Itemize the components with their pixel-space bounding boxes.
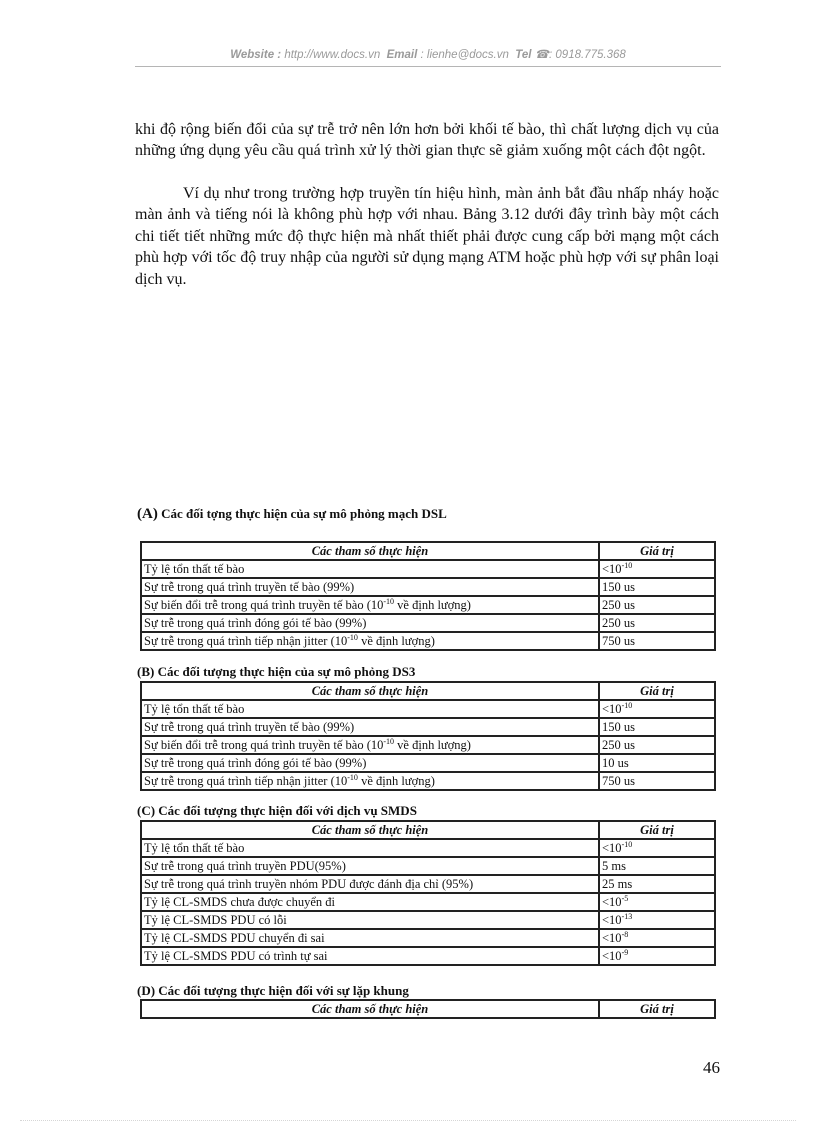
tel-value: : 0918.775.368 bbox=[549, 49, 626, 61]
value-cell bbox=[599, 857, 715, 875]
column-header-param: Các tham số thực hiện bbox=[141, 821, 599, 839]
column-header-param: Các tham số thực hiện bbox=[141, 1000, 599, 1018]
value-text: <10 bbox=[602, 841, 622, 855]
table-b-caption-text: (B) Các đối tượng thực hiện của sự mô phỏng DS3 bbox=[137, 664, 416, 679]
table-row bbox=[141, 632, 715, 650]
value-cell bbox=[599, 772, 715, 790]
value-cell bbox=[599, 754, 715, 772]
param-text: Sự trễ trong quá trình đóng gói tế bào (99%) bbox=[144, 756, 367, 770]
param-exponent: -10 bbox=[347, 633, 358, 642]
value-text: 150 us bbox=[602, 580, 635, 594]
param-cell bbox=[141, 839, 599, 857]
table-row bbox=[141, 700, 715, 718]
param-text: Tỷ lệ CL-SMDS chưa được chuyển đi bbox=[144, 895, 335, 909]
table-row bbox=[141, 772, 715, 790]
value-exponent: -10 bbox=[621, 701, 633, 710]
param-cell bbox=[141, 929, 599, 947]
page-number: 46 bbox=[703, 1058, 720, 1077]
table-a-caption bbox=[137, 506, 447, 523]
param-text: Tỷ lệ tổn thất tế bào bbox=[144, 841, 245, 855]
paragraph-1: khi độ rộng biến đổi của sự trễ trở nên lớn hơn bởi khối tế bào, thì chất lượng dịch vụ của những ứng dụng yêu cầu quá trình xử lý thời gian thực sẽ giảm xuống một cách đột ngột. bbox=[135, 121, 719, 160]
param-text: Sự biến đổi trễ trong quá trình truyền tế bào (10 bbox=[144, 598, 384, 612]
table-row bbox=[141, 893, 715, 911]
value-text: 250 us bbox=[602, 616, 635, 630]
table-row bbox=[141, 947, 715, 965]
param-cell bbox=[141, 596, 599, 614]
param-text-suffix: về định lượng) bbox=[394, 738, 471, 752]
value-exponent: -10 bbox=[621, 840, 633, 849]
param-exponent: -10 bbox=[383, 737, 395, 746]
param-text-suffix: về định lượng) bbox=[357, 774, 435, 788]
value-exponent: -9 bbox=[621, 948, 629, 957]
value-text: 750 us bbox=[602, 634, 635, 648]
value-cell bbox=[599, 929, 715, 947]
param-cell bbox=[141, 614, 599, 632]
value-exponent: -10 bbox=[621, 561, 633, 570]
value-text: 150 us bbox=[602, 720, 635, 734]
header-divider bbox=[135, 66, 721, 67]
table-row bbox=[141, 614, 715, 632]
table-c-caption-text: (C) Các đối tượng thực hiện đối với dịch vụ SMDS bbox=[137, 803, 417, 818]
value-text: <10 bbox=[602, 562, 622, 576]
value-text: 250 us bbox=[602, 738, 635, 752]
table-row bbox=[141, 718, 715, 736]
param-text: Sự trễ trong quá trình tiếp nhận jitter (10 bbox=[144, 634, 348, 648]
table-row bbox=[141, 911, 715, 929]
value-text: 5 ms bbox=[602, 859, 626, 873]
param-cell bbox=[141, 700, 599, 718]
column-header-value: Giá trị bbox=[599, 682, 715, 700]
param-cell bbox=[141, 578, 599, 596]
value-text: 25 ms bbox=[602, 877, 633, 891]
column-header-value: Giá trị bbox=[599, 821, 715, 839]
value-cell bbox=[599, 700, 715, 718]
value-text: <10 bbox=[602, 913, 622, 927]
value-cell bbox=[599, 718, 715, 736]
param-text: Sự trễ trong quá trình đóng gói tế bào (99%) bbox=[144, 616, 367, 630]
table-row bbox=[141, 596, 715, 614]
value-exponent: -13 bbox=[621, 912, 633, 921]
column-header-value: Giá trị bbox=[599, 542, 715, 560]
paragraph-2: Ví dụ như trong trường hợp truyền tín hiệu hình, màn ảnh bắt đầu nhấp nháy hoặc màn ảnh và tiếng nói là không phù hợp với nhau. Bảng 3.12 dưới đây trình bày một cách chi tiết tiết những mức độ thực hiện mà nhất thiết phải được cung cấp bởi mạng một cách phù hợp với tốc độ truy nhập của người sử dụng mạng ATM hoặc phù hợp với sự phân loại dịch vụ. bbox=[135, 185, 719, 288]
value-text: <10 bbox=[602, 931, 622, 945]
table-row bbox=[141, 578, 715, 596]
value-cell bbox=[599, 632, 715, 650]
email-value[interactable]: : lienhe@docs.vn bbox=[420, 49, 509, 61]
value-cell bbox=[599, 893, 715, 911]
param-cell bbox=[141, 632, 599, 650]
value-cell bbox=[599, 875, 715, 893]
tel-label: Tel bbox=[515, 49, 532, 61]
value-exponent: -8 bbox=[621, 930, 629, 939]
value-cell bbox=[599, 911, 715, 929]
param-cell bbox=[141, 911, 599, 929]
param-text-suffix: về định lượng) bbox=[357, 634, 435, 648]
param-cell bbox=[141, 857, 599, 875]
column-header-value: Giá trị bbox=[599, 1000, 715, 1018]
column-header-param: Các tham số thực hiện bbox=[141, 542, 599, 560]
param-text: Sự trễ trong quá trình truyền PDU(95%) bbox=[144, 859, 346, 873]
column-header-param: Các tham số thực hiện bbox=[141, 682, 599, 700]
param-cell bbox=[141, 560, 599, 578]
table-d-caption bbox=[137, 983, 409, 999]
param-text: Tỷ lệ tổn thất tế bào bbox=[144, 562, 245, 576]
table-a-caption-lead: (A) bbox=[137, 506, 158, 522]
table-row bbox=[141, 857, 715, 875]
table-row bbox=[141, 839, 715, 857]
value-cell bbox=[599, 614, 715, 632]
table-row bbox=[141, 875, 715, 893]
param-text: Tỷ lệ CL-SMDS PDU chuyển đi sai bbox=[144, 931, 325, 945]
table-b-caption bbox=[137, 664, 415, 680]
value-text: <10 bbox=[602, 949, 622, 963]
param-cell bbox=[141, 875, 599, 893]
value-cell bbox=[599, 736, 715, 754]
value-cell bbox=[599, 560, 715, 578]
page-header bbox=[135, 47, 721, 61]
table-c-caption bbox=[137, 803, 417, 819]
value-cell bbox=[599, 947, 715, 965]
table-row bbox=[141, 929, 715, 947]
value-cell bbox=[599, 578, 715, 596]
value-cell bbox=[599, 839, 715, 857]
param-exponent: -10 bbox=[347, 773, 358, 782]
param-cell bbox=[141, 947, 599, 965]
param-text-suffix: về định lượng) bbox=[394, 598, 471, 612]
website-label: Website : bbox=[230, 49, 282, 61]
param-text: Tỷ lệ CL-SMDS PDU có trình tự sai bbox=[144, 949, 328, 963]
param-text: Sự trễ trong quá trình truyền nhóm PDU được đánh địa chỉ (95%) bbox=[144, 877, 474, 891]
value-text: 250 us bbox=[602, 598, 635, 612]
table-header-row bbox=[141, 1000, 715, 1018]
param-cell bbox=[141, 772, 599, 790]
param-cell bbox=[141, 754, 599, 772]
table-a-caption-text: Các đối tợng thực hiện của sự mô phỏng mạch DSL bbox=[161, 506, 447, 521]
table-c bbox=[140, 820, 716, 966]
value-exponent: -5 bbox=[621, 894, 629, 903]
value-text: <10 bbox=[602, 702, 622, 716]
table-header-row bbox=[141, 542, 715, 560]
footer-divider bbox=[20, 1120, 796, 1121]
website-url[interactable]: http://www.docs.vn bbox=[284, 49, 381, 61]
value-text: 750 us bbox=[602, 774, 635, 788]
value-cell bbox=[599, 596, 715, 614]
table-a bbox=[140, 541, 716, 651]
table-row bbox=[141, 560, 715, 578]
email-label: Email bbox=[386, 49, 418, 61]
param-text: Sự trễ trong quá trình truyền tế bào (99%) bbox=[144, 720, 355, 734]
param-cell bbox=[141, 893, 599, 911]
table-header-row bbox=[141, 821, 715, 839]
table-d-caption-text: (D) Các đối tượng thực hiện đối với sự lặp khung bbox=[137, 983, 409, 998]
param-text: Sự biến đổi trễ trong quá trình truyền tế bào (10 bbox=[144, 738, 384, 752]
phone-icon: ☎ bbox=[534, 49, 550, 61]
table-row bbox=[141, 754, 715, 772]
param-text: Tỷ lệ tổn thất tế bào bbox=[144, 702, 245, 716]
param-text: Sự trễ trong quá trình tiếp nhận jitter (10 bbox=[144, 774, 348, 788]
param-text: Sự trễ trong quá trình truyền tế bào (99%) bbox=[144, 580, 355, 594]
param-text: Tỷ lệ CL-SMDS PDU có lỗi bbox=[144, 913, 287, 927]
table-row bbox=[141, 736, 715, 754]
table-header-row bbox=[141, 682, 715, 700]
table-d bbox=[140, 999, 716, 1019]
value-text: <10 bbox=[602, 895, 622, 909]
value-text: 10 us bbox=[602, 756, 629, 770]
param-exponent: -10 bbox=[383, 597, 395, 606]
table-b bbox=[140, 681, 716, 791]
param-cell bbox=[141, 718, 599, 736]
param-cell bbox=[141, 736, 599, 754]
